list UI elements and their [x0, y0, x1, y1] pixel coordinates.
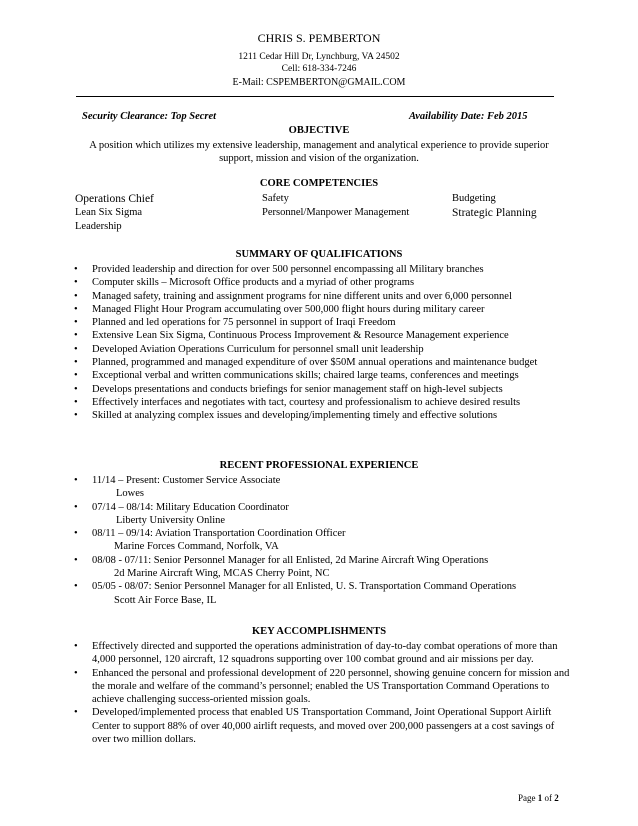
- qualifications-list: [74, 263, 574, 423]
- list-item: [74, 580, 574, 607]
- job-org: Scott Air Force Base, IL: [114, 594, 217, 606]
- cell-phone: Cell: 618-334-7246: [281, 64, 357, 74]
- list-item: • Extensive Lean Six Sigma, Continuous Process Improvement & Resource Management experience: [74, 329, 574, 342]
- address: 1211 Cedar Hill Dr, Lynchburg, VA 24502: [238, 52, 400, 62]
- competencies-col-3: [452, 192, 537, 220]
- of-word: of: [544, 793, 552, 803]
- objective-heading: OBJECTIVE: [288, 125, 350, 136]
- list-item: • Managed safety, training and assignment programs for nine different units and over 6,000 personnel: [74, 290, 574, 303]
- page-word: Page: [518, 793, 536, 803]
- page-footer: [518, 793, 559, 803]
- page-number: 1: [537, 793, 543, 803]
- list-item: • Planned, programmed and managed expenditure of over $50M annual operations and maintenance budget: [74, 356, 574, 369]
- list-item: • Enhanced the personal and professional development of 220 personnel, showing genuine concern for mission and the morale and welfare of the command’s personnel; enabled the US Transportation Command Operations to achieve challenging success-oriented mission goals.: [74, 667, 574, 707]
- objective-text: A position which utilizes my extensive leadership, management and analytical experience to provide superior support, mission and vision of the organization.: [89, 140, 549, 164]
- page-total: 2: [554, 793, 559, 803]
- list-item: [74, 501, 574, 528]
- list-item: • Developed/implemented process that enabled US Transportation Command, Joint Operational Support Airlift Center to support 88% of over 40,000 airlift requests, and moved over 200,000 passengers at a cost savings of over two million dollars.: [74, 706, 574, 746]
- job-title: 05/05 - 08/07: Senior Personnel Manager for all Enlisted, U. S. Transportation Command Operations: [92, 581, 517, 593]
- qualifications-heading: SUMMARY OF QUALIFICATIONS: [235, 249, 403, 260]
- list-item: • Provided leadership and direction for over 500 personnel encompassing all Military branches: [74, 263, 574, 276]
- job-title: 08/11 – 09/14: Aviation Transportation Coordination Officer: [92, 528, 346, 540]
- job-title: 07/14 – 08/14: Military Education Coordinator: [92, 501, 289, 513]
- header-divider: [76, 96, 554, 97]
- accomplishments-list: [74, 640, 574, 746]
- competency-item: Lean Six Sigma: [75, 207, 143, 218]
- candidate-name: CHRIS S. PEMBERTON: [257, 31, 381, 45]
- list-item: [74, 554, 574, 581]
- list-item: • Computer skills – Microsoft Office products and a myriad of other programs: [74, 276, 574, 289]
- competency-item: Leadership: [75, 221, 122, 232]
- competency-item: Operations Chief: [75, 193, 154, 205]
- job-org: Marine Forces Command, Norfolk, VA: [114, 541, 279, 553]
- list-item: • Skilled at analyzing complex issues and developing/implementing timely and effective solutions: [74, 409, 574, 422]
- list-item: • Exceptional verbal and written communications skills; chaired large teams, conferences and meetings: [74, 369, 574, 382]
- job-org: Lowes: [116, 488, 144, 500]
- accomplishments-heading: KEY ACCOMPLISHMENTS: [251, 626, 387, 637]
- competency-item: Budgeting: [452, 193, 496, 204]
- list-item: • Develops presentations and conducts briefings for senior management staff on high-level subjects: [74, 383, 574, 396]
- experience-heading: RECENT PROFESSIONAL EXPERIENCE: [219, 460, 419, 471]
- email: E-Mail: CSPEMBERTON@GMAIL.COM: [232, 77, 406, 88]
- competencies-heading: CORE COMPETENCIES: [259, 178, 379, 189]
- competencies-col-2: [262, 192, 409, 220]
- competencies-col-1: [75, 192, 154, 234]
- competency-item: Safety: [262, 193, 289, 204]
- list-item: • Effectively interfaces and negotiates with tact, courtesy and professionalism to achieve desired results: [74, 396, 574, 409]
- list-item: • Developed Aviation Operations Curriculum for personnel small unit leadership: [74, 343, 574, 356]
- availability-date: Availability Date: Feb 2015: [409, 111, 528, 122]
- list-item: • Effectively directed and supported the operations administration of day-to-day combat operations of more than 4,000 personnel, 120 aircraft, 12 squadrons supporting over 100 combat ground and air missions per day.: [74, 640, 574, 667]
- list-item: • Managed Flight Hour Program accumulating over 500,000 flight hours during military career: [74, 303, 574, 316]
- job-title: 11/14 – Present: Customer Service Associate: [92, 475, 281, 486]
- competency-item: Personnel/Manpower Management: [262, 207, 410, 218]
- list-item: [74, 474, 574, 501]
- competency-item: Strategic Planning: [452, 207, 537, 219]
- job-org: 2d Marine Aircraft Wing, MCAS Cherry Point, NC: [114, 568, 330, 580]
- job-org: Liberty University Online: [116, 514, 226, 526]
- list-item: [74, 527, 574, 554]
- experience-list: [74, 474, 574, 607]
- security-clearance: Security Clearance: Top Secret: [82, 111, 217, 122]
- list-item: • Planned and led operations for 75 personnel in support of Iraqi Freedom: [74, 316, 574, 329]
- job-title: 08/08 - 07/11: Senior Personnel Manager for all Enlisted, 2d Marine Aircraft Wing Operations: [92, 554, 489, 566]
